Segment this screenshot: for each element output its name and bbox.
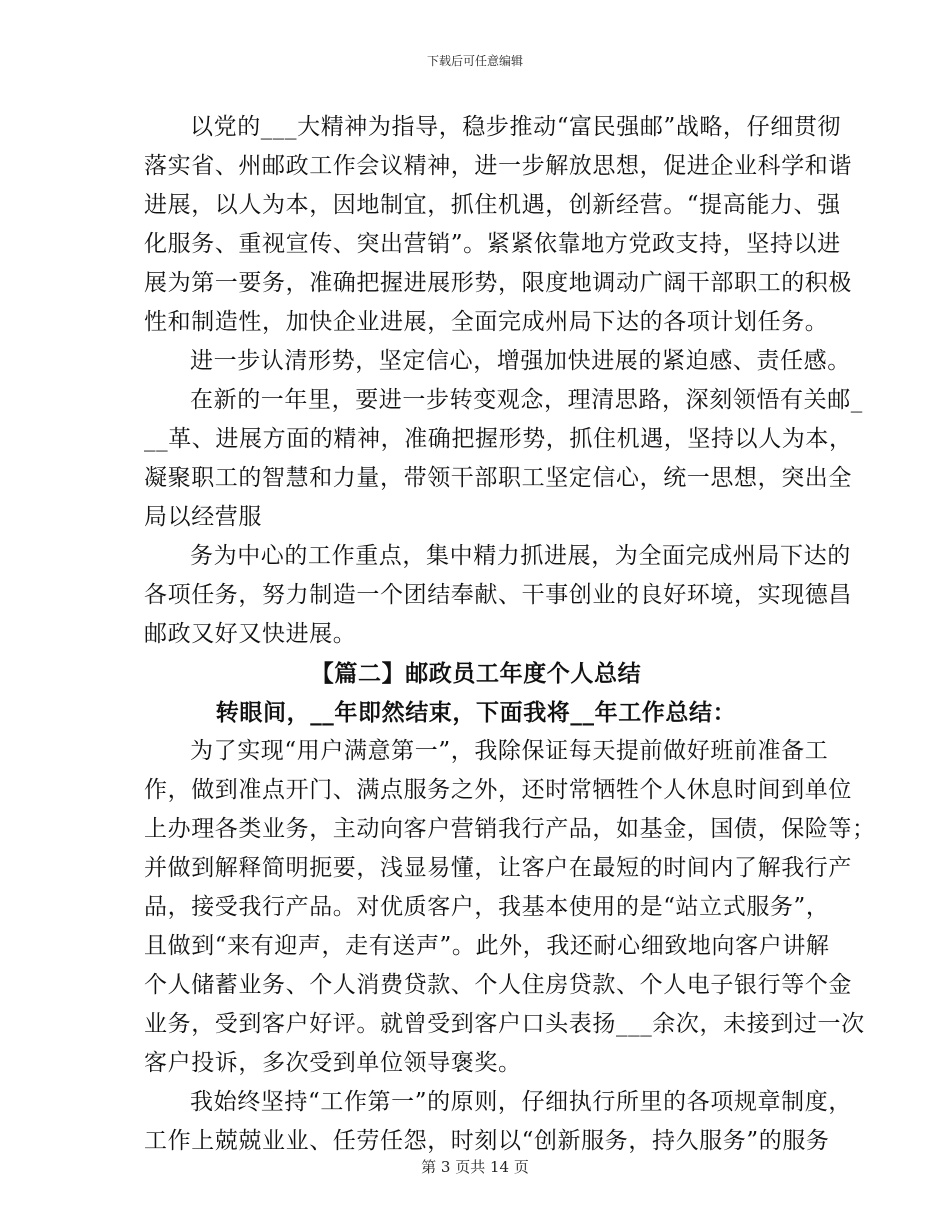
text-line: 进一步认清形势，坚定信心，增强加快进展的紧迫感、责任感。 [190, 348, 851, 374]
text-line: 为了实现“用户满意第一”，我除保证每天提前做好班前准备工 [190, 738, 829, 764]
text-line: 品，接受我行产品。对优质客户，我基本使用的是“站立式服务”， [144, 894, 830, 920]
text-line: 务为中心的工作重点，集中精力抓进展，为全面完成州局下达的 [190, 543, 851, 569]
document-body [144, 108, 876, 1161]
body-section-one [144, 108, 863, 654]
text-line: __革、进展方面的精神，准确把握形势，抓住机遇，坚持以人为本， [144, 426, 853, 452]
body-section-two [144, 732, 876, 1161]
paragraph [144, 108, 852, 342]
text-line: 客户投诉，多次受到单位领导褒奖。 [144, 1050, 522, 1076]
paragraph [144, 732, 876, 1083]
text-line: 且做到“来有迎声，走有送声”。此外，我还耐心细致地向客户讲解 [144, 933, 830, 959]
text-line: 落实省、州邮政工作会议精神，进一步解放思想，促进企业科学和谐 [144, 153, 852, 179]
text-line: 以党的___大精神为指导，稳步推动“富民强邮”战略，仔细贯彻 [190, 114, 842, 140]
paragraph [144, 1083, 852, 1161]
text-line: 作，做到准点开门、满点服务之外，还时常牺牲个人休息时间到单位 [144, 777, 852, 803]
page-header: 下载后可任意编辑 [426, 54, 523, 68]
text-line: 我始终坚持“工作第一”的原则，仔细执行所里的各项规章制度， [190, 1089, 852, 1115]
text-line: 各项任务，努力制造一个团结奉献、干事创业的良好环境，实现德昌 [144, 582, 852, 608]
text-line: 在新的一年里，要进一步转变观念，理清思路，深刻领悟有关邮_ [190, 387, 863, 413]
text-line: 进展，以人为本，因地制宜，抓住机遇，创新经营。“提高能力、强 [144, 192, 841, 218]
text-line: 性和制造性，加快企业进展，全面完成州局下达的各项计划任务。 [144, 309, 829, 335]
text-line: 邮政又好又快进展。 [144, 621, 357, 647]
section-title: 【篇二】邮政员工年度个人总结 [310, 660, 642, 687]
text-line: 并做到解释简明扼要，浅显易懂，让客户在最短的时间内了解我行产 [144, 855, 852, 881]
text-line: 工作上兢兢业业、任劳任怨，时刻以“创新服务，持久服务”的服务 [144, 1128, 830, 1154]
text-line: 凝聚职工的智慧和力量，带领干部职工坚定信心，统一思想，突出全 [144, 465, 852, 491]
paragraph [144, 342, 851, 381]
text-line: 个人储蓄业务、个人消费贷款、个人住房贷款、个人电子银行等个金 [144, 972, 852, 998]
text-line: 化服务、重视宣传、突出营销”。紧紧依靠地方党政支持，坚持以进 [144, 231, 841, 257]
paragraph [144, 381, 863, 537]
paragraph [144, 537, 852, 654]
section-subtitle: 转眼间，__年即然结束，下面我将__年工作总结： [215, 699, 737, 726]
text-line: 局以经营服 [144, 504, 262, 530]
page-footer: 第 3 页共 14 页 [421, 1158, 529, 1176]
text-line: 展为第一要务，准确把握进展形势，限度地调动广阔干部职工的积极 [144, 270, 852, 296]
text-line: 业务，受到客户好评。就曾受到客户口头表扬___余次，未接到过一次 [144, 1011, 865, 1037]
text-line: 上办理各类业务，主动向客户营销我行产品，如基金，国债，保险等； [144, 816, 876, 842]
